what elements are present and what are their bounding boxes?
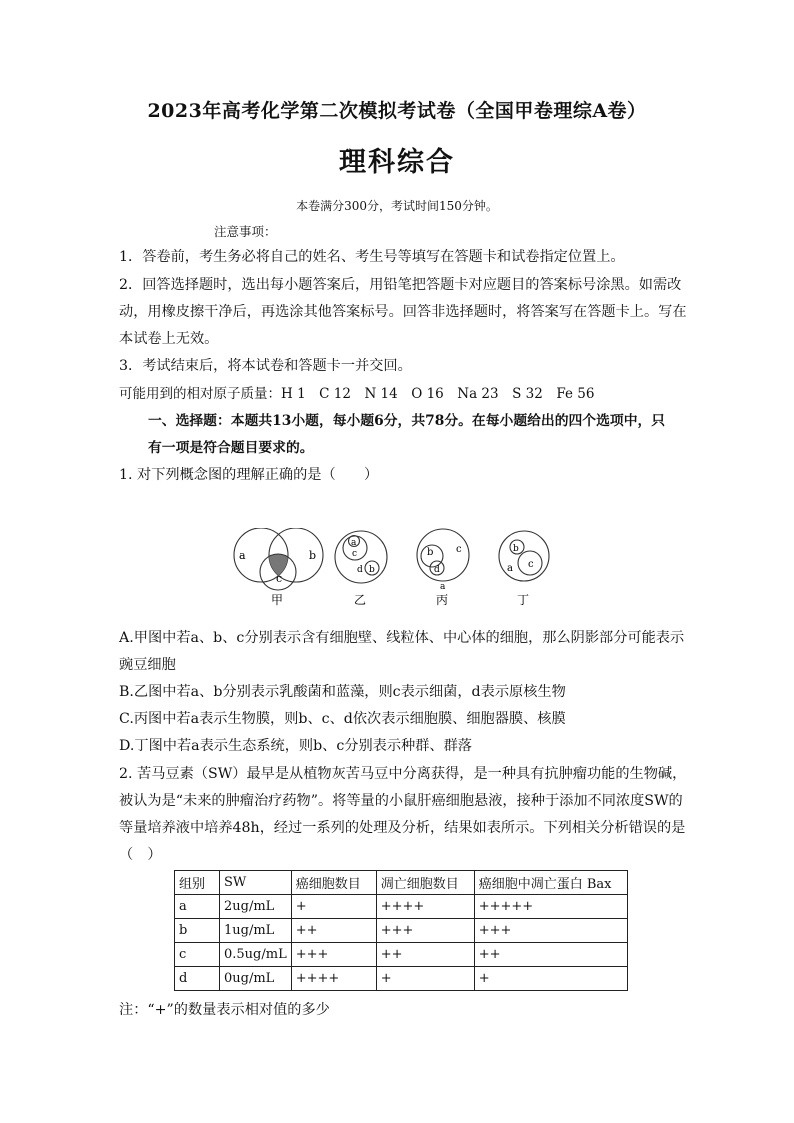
q1-option-c: C.丙图中若a表示生物膜，则b、c、d依次表示细胞膜、细胞器膜、核膜 (119, 711, 566, 727)
table-cell: +++ (291, 943, 376, 967)
table-row (175, 943, 628, 967)
subject-title: 理科综合 (339, 147, 455, 178)
caption-jia: 甲 (271, 593, 284, 607)
table-row (175, 895, 628, 919)
note-item-2-line1: 2．回答选择题时，选出每小题答案后，用铅笔把答题卡对应题目的答案标号涂黑。如需改 (119, 277, 682, 293)
table-cell: ++++ (376, 895, 474, 919)
q1-option-a-line1: A.甲图中若a、b、c分别表示含有细胞壁、线粒体、中心体的细胞，那么阴影部分可能表示 (119, 630, 685, 646)
table-header-cell: 癌细胞中凋亡蛋白 Bax (474, 871, 627, 895)
table-cell: ++++ (291, 967, 376, 991)
concept-diagrams (226, 528, 556, 610)
ding-label-a: a (507, 563, 513, 574)
notes-heading: 注意事项： (214, 224, 277, 239)
yi-label-a: a (351, 538, 357, 548)
q1-option-d: D.丁图中若a表示生态系统，则b、c分别表示种群、群落 (119, 738, 472, 754)
q1-option-a-line2: 豌豆细胞 (119, 657, 176, 673)
bing-label-d: d (434, 565, 440, 575)
exam-title: 2023年高考化学第二次模拟考试卷（全国甲卷理综A卷） (147, 100, 647, 122)
table-cell: 2ug/mL (220, 895, 292, 919)
caption-bing: 丙 (436, 593, 449, 607)
q2-stem-line1: 2. 苦马豆素（SW）最早是从植物灰苦马豆中分离获得，是一种具有抗肿瘤功能的生物碱， (119, 766, 687, 782)
q2-stem-line3: 等量培养液中培养48h，经过一系列的处理及分析，结果如表所示。下列相关分析错误的是 (119, 820, 686, 836)
table-cell: ++ (376, 943, 474, 967)
yi-label-d: d (357, 565, 363, 575)
bing-label-a: a (440, 582, 446, 592)
table-cell: + (291, 895, 376, 919)
table-cell: 0.5ug/mL (220, 943, 292, 967)
ding-label-b: b (513, 544, 519, 554)
table-cell: ++ (474, 943, 627, 967)
table-note: 注：“+”的数量表示相对值的多少 (119, 1002, 330, 1018)
yi-label-b: b (369, 565, 375, 575)
note-item-3: 3．考试结束后，将本试卷和答题卡一并交回。 (119, 358, 412, 374)
caption-yi: 乙 (354, 593, 367, 607)
table-cell: b (175, 919, 220, 943)
q1-stem: 1. 对下列概念图的理解正确的是（ ） (119, 467, 379, 483)
jia-label-c: c (276, 572, 283, 585)
table-cell: a (175, 895, 220, 919)
table-header-row (175, 871, 628, 895)
table-cell: +++++ (474, 895, 627, 919)
section-heading-line2: 有一项是符合题目要求的。 (148, 440, 314, 456)
table-cell: +++ (474, 919, 627, 943)
bing-label-c: c (456, 544, 462, 555)
yi-label-c: c (352, 549, 358, 559)
table-cell: +++ (376, 919, 474, 943)
table-cell: ++ (291, 919, 376, 943)
table-cell: + (376, 967, 474, 991)
jia-label-a: a (239, 549, 246, 562)
table-header-cell: 癌细胞数目 (291, 871, 376, 895)
sw-results-table (174, 870, 628, 991)
diagram-bing (417, 529, 469, 581)
note-item-2-line3: 本试卷上无效。 (119, 331, 219, 347)
section-heading-line1: 一、选择题：本题共13小题，每小题6分，共78分。在每小题给出的四个选项中，只 (148, 413, 666, 429)
q2-stem-line4: （ ） (119, 847, 162, 863)
table-header-cell: 组别 (175, 871, 220, 895)
table-cell: 0ug/mL (220, 967, 292, 991)
caption-ding: 丁 (517, 593, 530, 607)
table-cell: d (175, 967, 220, 991)
diagram-yi (335, 531, 387, 583)
q1-option-b: B.乙图中若a、b分别表示乳酸菌和蓝藻，则c表示细菌，d表示原核生物 (119, 684, 566, 700)
table-cell: c (175, 943, 220, 967)
table-row (175, 967, 628, 991)
table-cell: + (474, 967, 627, 991)
table-header-cell: SW (220, 871, 292, 895)
atomic-mass-line: 可能用到的相对原子质量：H 1 C 12 N 14 O 16 Na 23 S 32 Fe 56 (119, 386, 595, 402)
note-item-1: 1．答卷前，考生务必将自己的姓名、考生号等填写在答题卡和试卷指定位置上。 (119, 249, 625, 265)
table-row (175, 919, 628, 943)
bing-label-b: b (427, 547, 434, 558)
ding-label-c: c (528, 559, 534, 570)
exam-info: 本卷满分300分，考试时间150分钟。 (296, 199, 498, 213)
q2-stem-line2: 被认为是“未来的肿瘤治疗药物”。将等量的小鼠肝癌细胞悬液，接种于添加不同浓度SW的 (119, 793, 683, 809)
table-cell: 1ug/mL (220, 919, 292, 943)
table-header-cell: 凋亡细胞数目 (376, 871, 474, 895)
note-item-2-line2: 动，用橡皮擦干净后，再选涂其他答案标号。回答非选择题时，将答案写在答题卡上。写在 (119, 304, 687, 320)
jia-label-b: b (309, 549, 317, 562)
